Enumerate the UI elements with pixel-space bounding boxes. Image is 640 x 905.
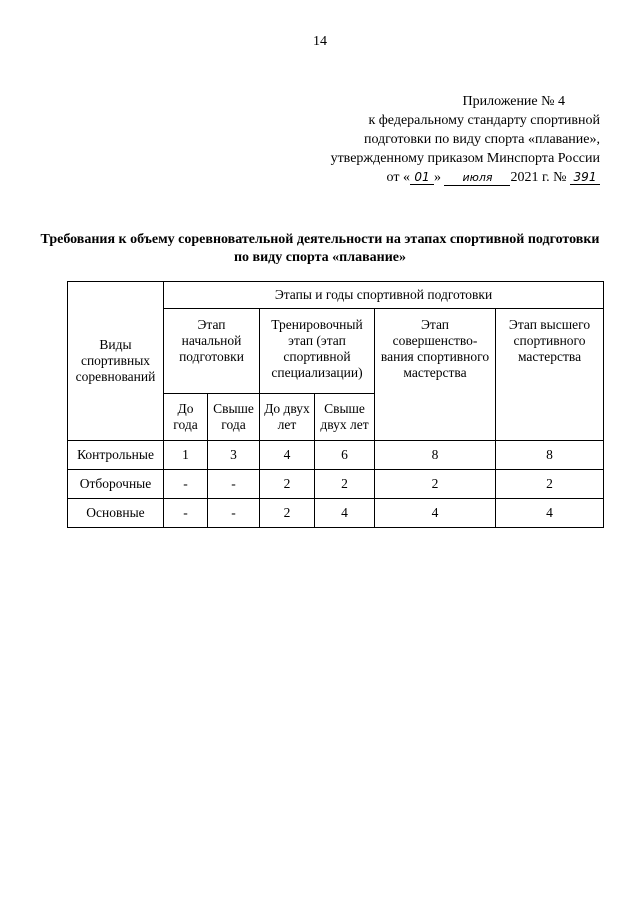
table-cell: 4 <box>260 441 315 470</box>
appendix-block <box>280 92 600 187</box>
date-quote-close: » <box>433 170 441 185</box>
document-title: Требования к объему соревновательной деятельности на этапах спортивной подготовки по виду спорта «плавание» <box>40 232 600 265</box>
appendix-line: к федеральному стандарту спортивной <box>368 113 600 128</box>
table-row <box>68 470 604 499</box>
table-row <box>68 499 604 528</box>
table-cell: - <box>164 470 208 499</box>
table-cell: - <box>208 470 260 499</box>
appendix-line: утвержденному приказом Минспорта России <box>330 151 600 166</box>
date-prefix: от « <box>386 170 410 185</box>
table-cell: 2 <box>496 470 604 499</box>
sub-header-up-to-year: До года <box>164 394 208 441</box>
stage-header-highest: Этап высшего спортивного мастерства <box>496 309 604 441</box>
table-cell: - <box>164 499 208 528</box>
table-cell: 4 <box>496 499 604 528</box>
table-cell: 8 <box>496 441 604 470</box>
appendix-title: Приложение № 4 <box>462 94 565 109</box>
date-year: 2021 г. № <box>510 170 567 185</box>
row-label: Контрольные <box>68 441 164 470</box>
stage-header-improvement: Этап совершенство-вания спортивного мастерства <box>375 309 496 441</box>
table-cell: 4 <box>315 499 375 528</box>
page-number: 14 <box>313 34 327 49</box>
handwritten-month: июля <box>444 171 510 186</box>
appendix-date-line <box>280 168 600 187</box>
corner-header: Виды спортивных соревнований <box>68 282 164 441</box>
table-cell: - <box>208 499 260 528</box>
table-cell: 2 <box>260 470 315 499</box>
table-cell: 2 <box>315 470 375 499</box>
table-cell: 4 <box>375 499 496 528</box>
group-header: Этапы и годы спортивной подготовки <box>164 282 604 309</box>
table-cell: 2 <box>260 499 315 528</box>
appendix-line: подготовки по виду спорта «плавание», <box>363 132 600 147</box>
handwritten-order-number: 391 <box>570 170 600 185</box>
row-label: Отборочные <box>68 470 164 499</box>
row-label: Основные <box>68 499 164 528</box>
table-cell: 6 <box>315 441 375 470</box>
sub-header-over-two-years: Свыше двух лет <box>315 394 375 441</box>
table-cell: 2 <box>375 470 496 499</box>
handwritten-day: 01 <box>410 170 434 185</box>
table-cell: 8 <box>375 441 496 470</box>
table-cell: 1 <box>164 441 208 470</box>
sub-header-over-year: Свыше года <box>208 394 260 441</box>
table-row <box>68 441 604 470</box>
requirements-table <box>67 281 604 528</box>
sub-header-up-to-two-years: До двух лет <box>260 394 315 441</box>
table-cell: 3 <box>208 441 260 470</box>
stage-header-training: Тренировочный этап (этап спортивной специализации) <box>260 309 375 394</box>
stage-header-initial: Этап начальной подготовки <box>164 309 260 394</box>
